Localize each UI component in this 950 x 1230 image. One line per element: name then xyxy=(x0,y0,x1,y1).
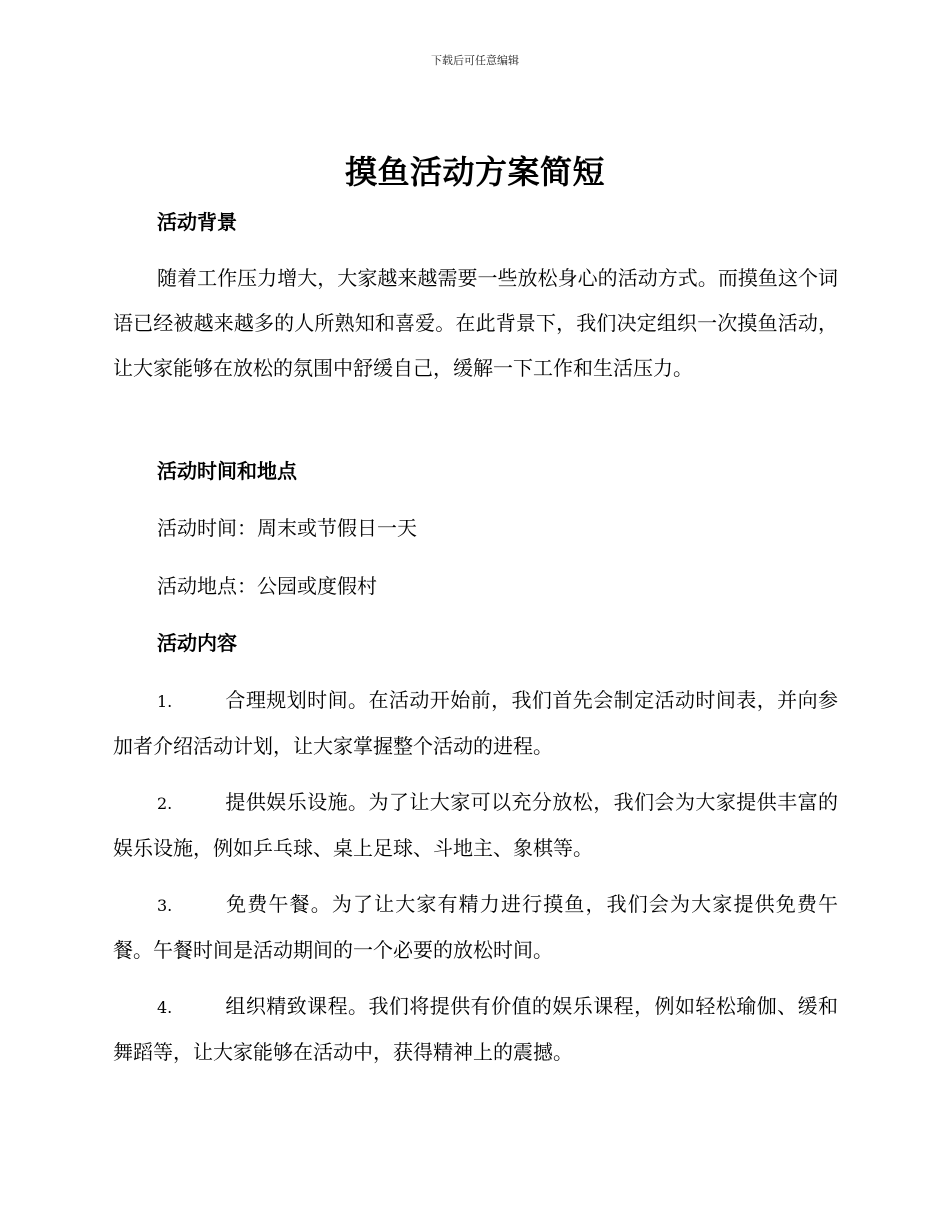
document-title: 摸鱼活动方案简短 xyxy=(344,153,605,191)
list-item-number: 2. xyxy=(157,794,173,813)
section-heading-content: 活动内容 xyxy=(157,631,237,655)
activity-place-text: 活动地点：公园或度假村 xyxy=(157,574,377,598)
list-item-text: 免费午餐。为了让大家有精力进行摸鱼，我们会为大家提供免费午餐。午餐时间是活动期间的一个必要的放松时间。 xyxy=(113,892,838,962)
background-text: 随着工作压力增大，大家越来越需要一些放松身心的活动方式。而摸鱼这个词语已经被越来越多的人所熟知和喜爱。在此背景下，我们决定组织一次摸鱼活动，让大家能够在放松的氛围中舒缓自己，缓解一下工作和生活压力。 xyxy=(113,266,838,380)
section-heading-time-place: 活动时间和地点 xyxy=(157,459,297,483)
list-item-number: 1. xyxy=(157,692,173,711)
background-paragraph xyxy=(113,256,838,391)
activity-time-text: 活动时间：周末或节假日一天 xyxy=(157,516,417,540)
page-header-note: 下载后可任意编辑 xyxy=(431,54,519,67)
list-item xyxy=(113,882,838,973)
list-item-text: 合理规划时间。在活动开始前，我们首先会制定活动时间表，并向参加者介绍活动计划，让大家掌握整个活动的进程。 xyxy=(113,688,838,758)
list-item-text: 组织精致课程。我们将提供有价值的娱乐课程，例如轻松瑜伽、缓和舞蹈等，让大家能够在活动中，获得精神上的震撼。 xyxy=(113,994,838,1064)
section-heading-background: 活动背景 xyxy=(157,210,237,234)
list-item-text: 提供娱乐设施。为了让大家可以充分放松，我们会为大家提供丰富的娱乐设施，例如乒乓球、桌上足球、斗地主、象棋等。 xyxy=(113,790,838,860)
list-item xyxy=(113,678,838,769)
list-item-number: 3. xyxy=(157,896,173,915)
list-item-number: 4. xyxy=(157,998,173,1017)
list-item xyxy=(113,984,838,1075)
list-item xyxy=(113,780,838,871)
